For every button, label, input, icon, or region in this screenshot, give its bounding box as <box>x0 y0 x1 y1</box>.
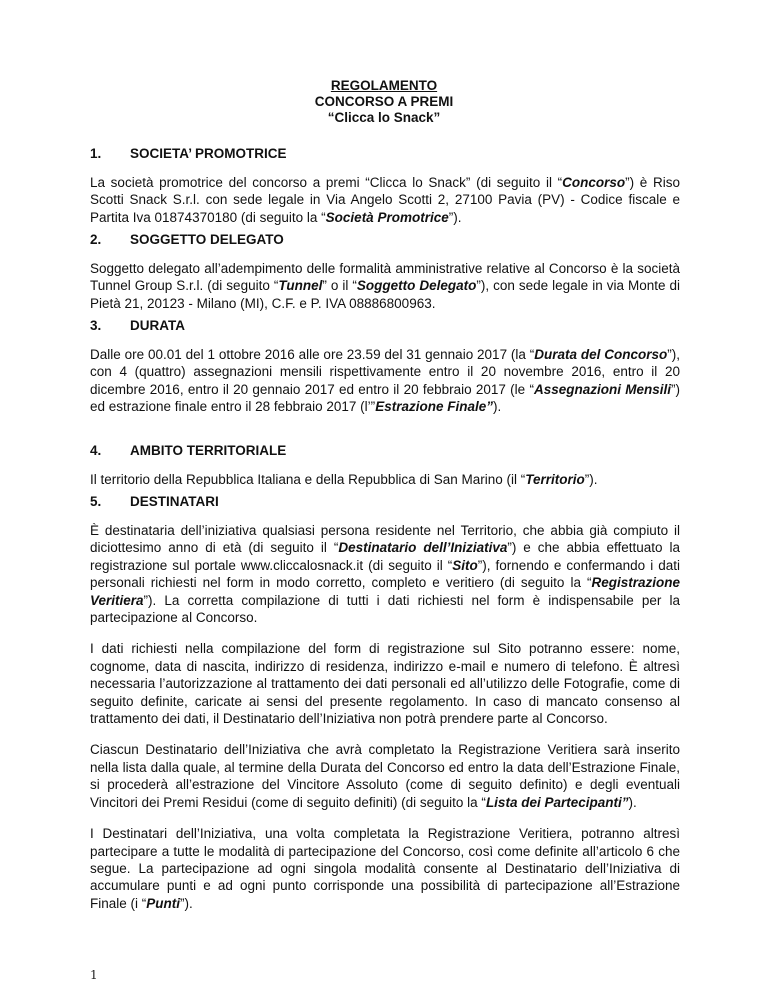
section-paragraph: Soggetto delegato all’adempimento delle formalità amministrative relative al Concorso è la società Tunnel Group S.r.l. (di seguito “Tunnel” o il “Soggetto Delegato”), con sede legale in via Monte di Pietà 21, 20123 - Milano (MI), C.F. e P. IVA 08886800963. <box>90 261 680 311</box>
section-4 <box>90 443 680 488</box>
section-heading: 4. AMBITO TERRITORIALE <box>90 443 287 458</box>
section-paragraph: Il territorio della Repubblica Italiana e della Repubblica di San Marino (il “Territorio”). <box>90 472 598 487</box>
section-3 <box>90 318 680 416</box>
title-name: “Clicca lo Snack” <box>327 110 441 125</box>
title-concorso: CONCORSO A PREMI <box>314 94 454 109</box>
section-1 <box>90 146 680 226</box>
page-number: 1 <box>90 968 98 982</box>
section-paragraph: Ciascun Destinatario dell’Iniziativa che avrà completato la Registrazione Veritiera sarà inserito nella lista dalla quale, al termine della Durata del Concorso ed entro la data dell’Estrazione Finale, si procederà all’estrazione del Vincitore Assoluto (come di seguito definito) e degli eventuali Vincitori dei Premi Residui (come di seguito definiti) (di seguito la “Lista dei Partecipanti”). <box>90 742 680 810</box>
section-heading: 1. SOCIETA’ PROMOTRICE <box>90 146 287 161</box>
section-paragraph: È destinataria dell’iniziativa qualsiasi persona residente nel Territorio, che abbia già compiuto il diciottesimo anno di età (di seguito il “Destinatario dell’Iniziativa”) e che abbia effettuato la registrazione sul portale www.cliccalosnack.it (di seguito il “Sito”), fornendo e confermando i dati personali richiesti nel form in modo corretto, completo e veritiero (di seguito la “Registrazione Veritiera”). La corretta compilazione di tutti i dati richiesti nel form è indispensabile per la partecipazione al Concorso. <box>90 523 681 626</box>
section-heading: 2. SOGGETTO DELEGATO <box>90 232 284 247</box>
title-regolamento: REGOLAMENTO <box>330 78 438 93</box>
section-5 <box>90 494 680 912</box>
section-heading: 3. DURATA <box>90 318 185 333</box>
section-paragraph: La società promotrice del concorso a premi “Clicca lo Snack” (di seguito il “Concorso”) è Riso Scotti Snack S.r.l. con sede legale in Via Angelo Scotti 2, 27100 Pavia (PV) - Codice fiscale e Partita Iva 01874370180 (di seguito la “Società Promotrice”). <box>90 175 680 225</box>
section-paragraph: I dati richiesti nella compilazione del form di registrazione sul Sito potranno essere: nome, cognome, data di nascita, indirizzo di residenza, indirizzo e-mail e numero di telefono. È altresì necessaria l’autorizzazione al trattamento dei dati personali ed all’utilizzo delle Fotografie, come di seguito definite, caricate ai sensi del presente regolamento. In caso di mancato consenso al trattamento dei dati, il Destinatario dell’Iniziativa non potrà prendere parte al Concorso. <box>90 641 680 727</box>
section-paragraph: I Destinatari dell’Iniziativa, una volta completata la Registrazione Veritiera, potranno altresì partecipare a tutte le modalità di partecipazione del Concorso, così come definite all’articolo 6 che segue. La partecipazione ad ogni singola modalità consente al Destinatario dell’Iniziativa di accumulare punti e ad ogni punto corrisponde una possibilità di partecipazione all’Estrazione Finale (i “Punti”). <box>90 826 680 911</box>
section-heading: 5. DESTINATARI <box>90 494 219 509</box>
section-paragraph: Dalle ore 00.01 del 1 ottobre 2016 alle ore 23.59 del 31 gennaio 2017 (la “Durata del Concorso”), con 4 (quattro) assegnazioni mensili rispettivamente entro il 20 novembre 2016, entro il 20 dicembre 2016, entro il 20 gennaio 2017 ed entro il 20 febbraio 2017 (le “Assegnazioni Mensili”) ed estrazione finale entro il 28 febbraio 2017 (l’”Estrazione Finale”). <box>90 347 680 415</box>
document-title <box>0 78 768 126</box>
section-2 <box>90 232 680 312</box>
